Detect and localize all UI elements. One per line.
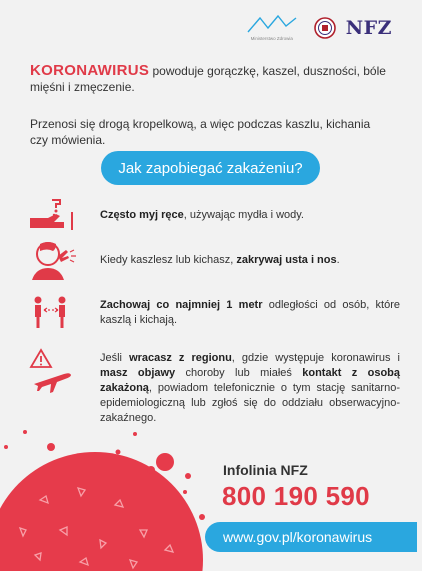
ministry-logo — [240, 14, 304, 41]
tip-text — [100, 208, 400, 223]
header-logos — [240, 14, 392, 41]
nfz-logo: NFZ — [345, 16, 392, 39]
distance-icon — [28, 292, 76, 332]
tip-plain: Jeśli — [100, 352, 130, 364]
warning-plane-icon — [28, 348, 76, 396]
tip-text — [100, 298, 400, 328]
tip-plain: odległości od osób, które kaszlą i kichają. — [100, 299, 400, 326]
tip-plain: choroby lub miałeś — [175, 367, 303, 379]
tip-travel — [28, 348, 400, 438]
tip-distance — [28, 292, 400, 332]
website-link[interactable]: www.gov.pl/koronawirus — [205, 522, 417, 552]
prevention-banner: Jak zapobiegać zakażeniu? — [101, 151, 320, 185]
cough-icon — [28, 240, 76, 280]
intro-symptoms-text: powoduje gorączkę, kaszel, duszności, bóle mięśni i zmęczenie. — [30, 64, 386, 94]
handwash-icon — [28, 198, 76, 232]
tip-plain: . — [336, 254, 340, 266]
infoline-label: Infolinia NFZ — [223, 462, 308, 478]
tip-handwash — [28, 198, 400, 234]
tip-bold: zakrywaj usta i nos — [236, 254, 337, 266]
keyword-koronawirus: KORONAWIRUS — [30, 62, 150, 79]
tip-bold: wracasz z regionu — [129, 352, 232, 364]
ministry-caption: Ministerstwo Zdrowia — [250, 36, 293, 41]
sanepid-seal-icon — [314, 17, 336, 39]
tip-text — [100, 351, 400, 426]
tip-plain: , gdzie występuje koronawirus i — [231, 352, 400, 364]
tip-plain: , powiadom telefonicznie o tym stację sanitarno-epidemiologiczną lub zgłoś się do oddziału obserwacyjno-zakaźnego. — [100, 382, 400, 424]
tip-text — [100, 253, 400, 268]
tip-bold: Często myj ręce — [100, 209, 184, 221]
intro-paragraph — [30, 63, 400, 95]
tip-cover-mouth — [28, 240, 400, 280]
tip-plain: , używając mydła i wody. — [183, 209, 304, 221]
tip-bold: Zachowaj co najmniej 1 metr — [100, 299, 263, 311]
transmission-text: Przenosi się drogą kropelkową, a więc podczas kaszlu, kichania czy mówienia. — [30, 117, 371, 147]
infoline-phone[interactable]: 800 190 590 — [222, 481, 370, 511]
tip-bold: kontakt z osobą zakażoną — [100, 367, 400, 394]
tip-bold: masz objawy — [100, 367, 176, 379]
tip-plain: Kiedy kaszlesz lub kichasz, — [100, 254, 237, 266]
ministry-wave-icon — [246, 14, 298, 34]
